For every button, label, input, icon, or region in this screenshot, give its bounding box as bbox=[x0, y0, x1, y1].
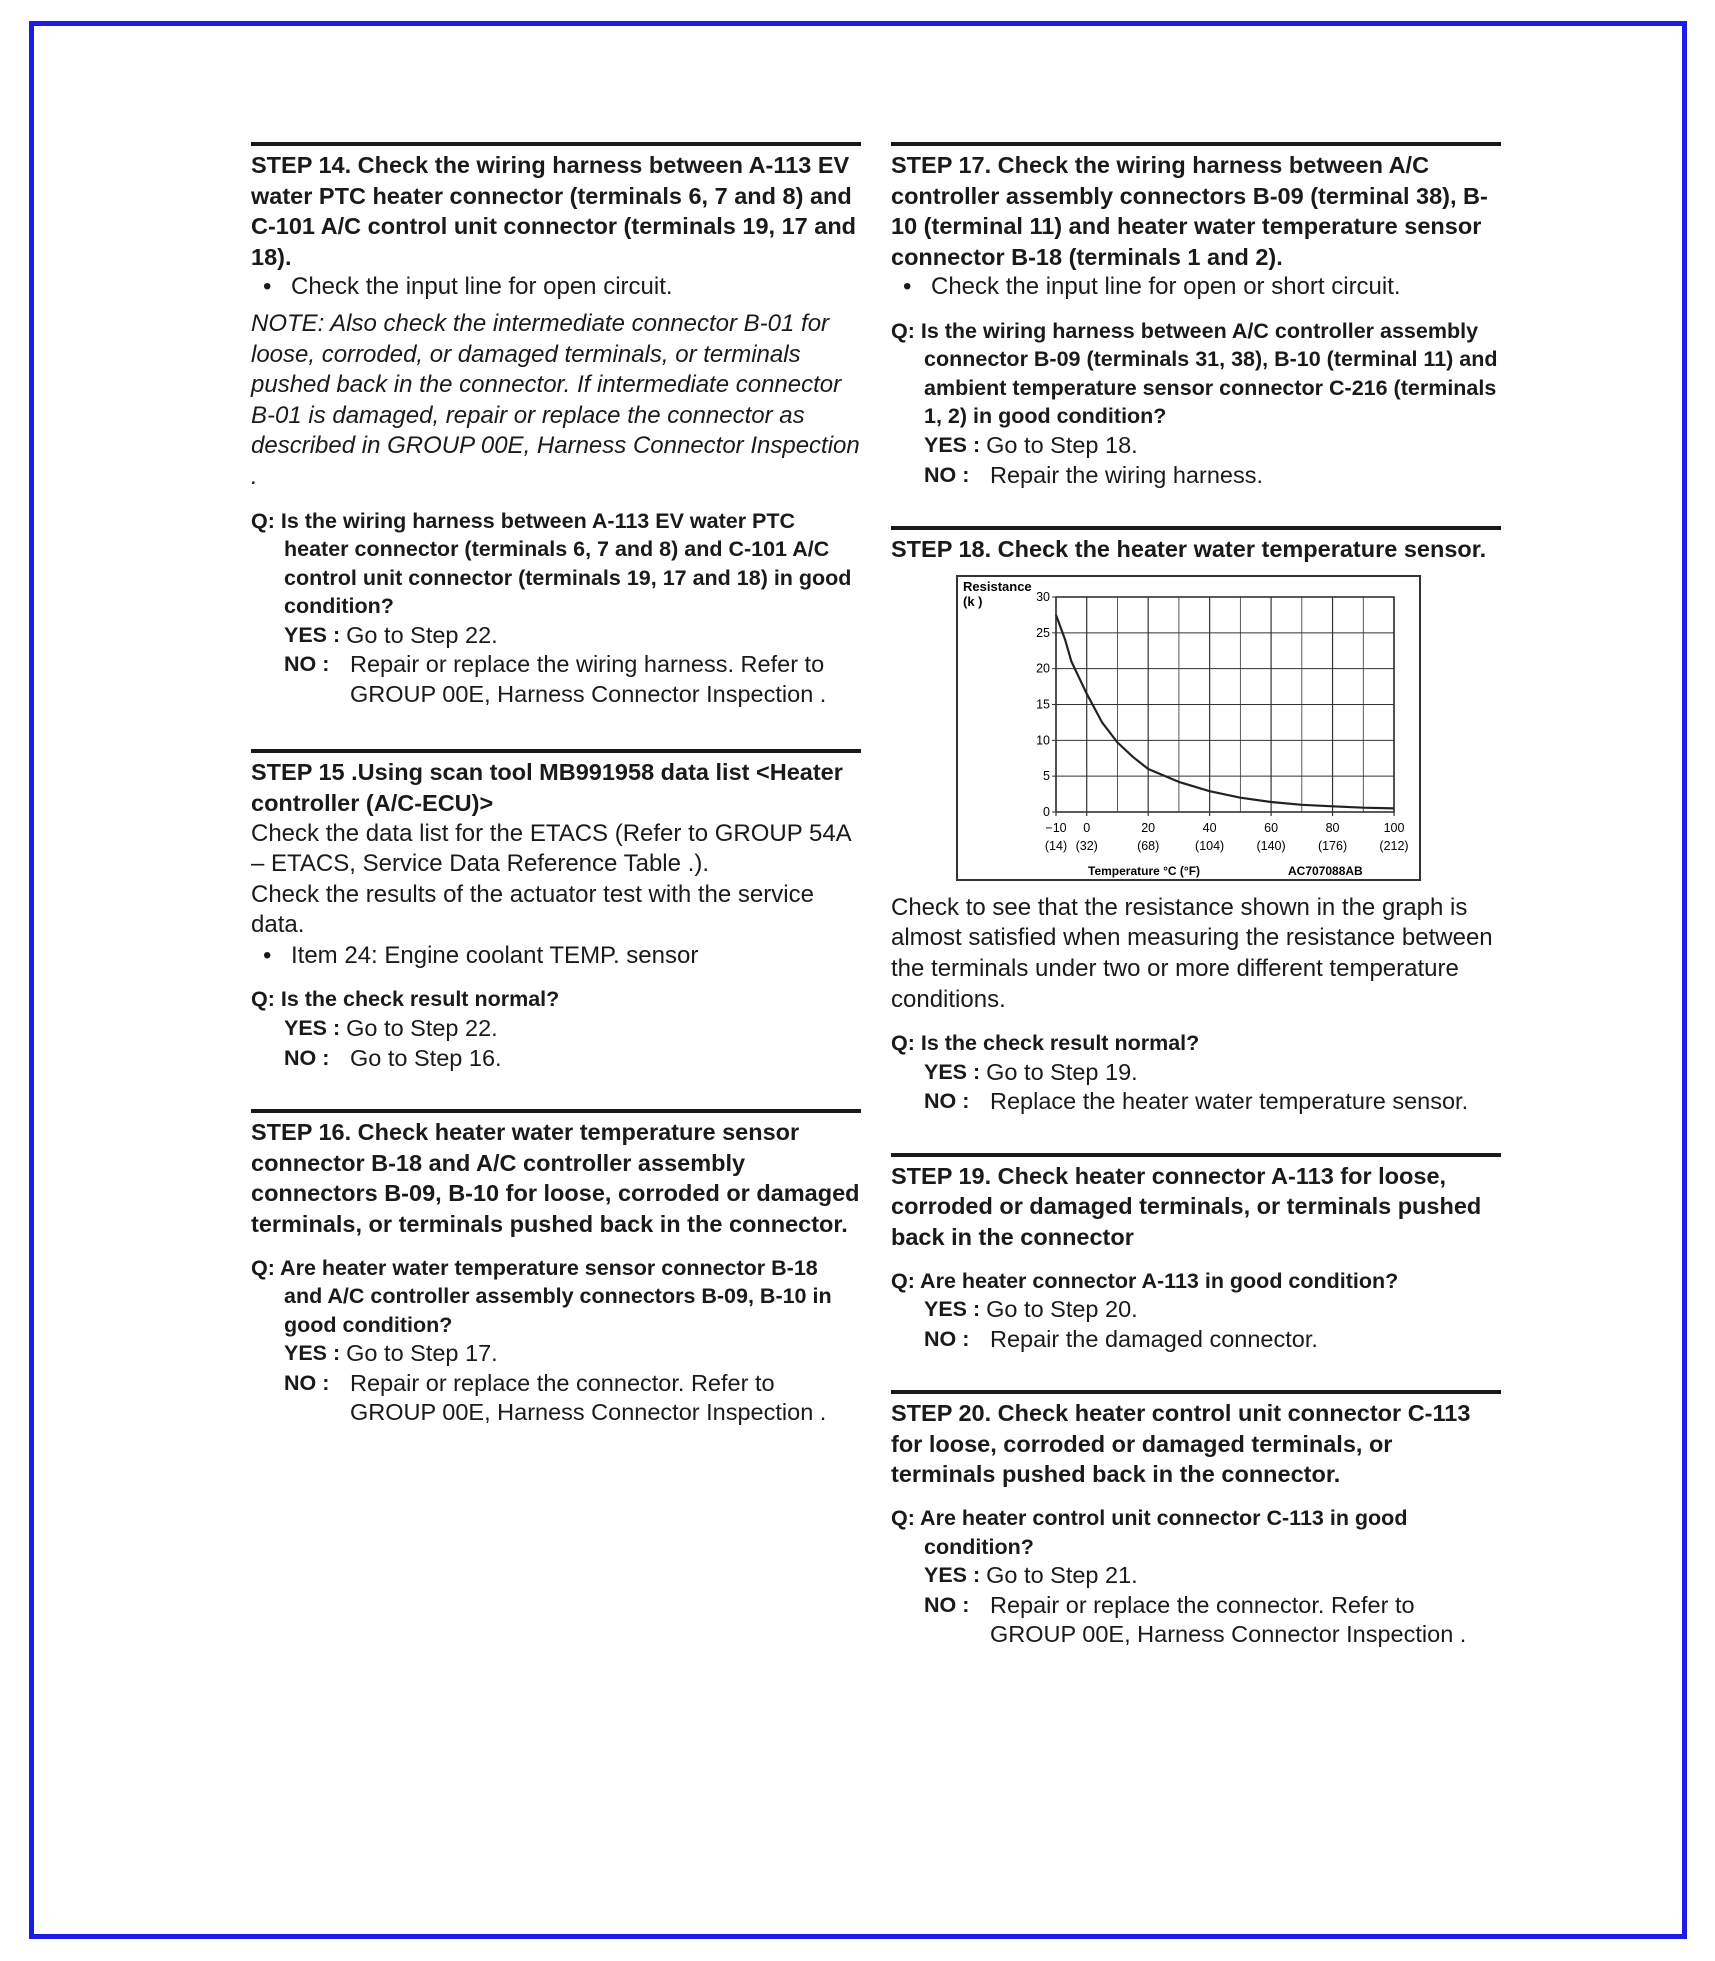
no-label: NO : bbox=[284, 652, 330, 677]
step-18 bbox=[891, 526, 1501, 1117]
no-label: NO : bbox=[284, 1045, 330, 1070]
step-15-para-2: Check the results of the actuator test with the service data. bbox=[251, 880, 814, 939]
step-15-bullet: • Item 24: Engine coolant TEMP. sensor bbox=[251, 941, 861, 972]
step-20-title: STEP 20. Check heater control unit connector C-113 for loose, corroded or damaged terminals, or terminals pushed back in the connector. bbox=[891, 1400, 1471, 1488]
step-14-bullet: • Check the input line for open circuit. bbox=[251, 272, 861, 303]
step-15-title: STEP 15 .Using scan tool MB991958 data list <Heater controller (A/C-ECU)> bbox=[251, 759, 843, 816]
step-18-para: Check to see that the resistance shown in the graph is almost satisfied when measuring the resistance between the terminals under two or more different temperature conditions. bbox=[891, 893, 1493, 1013]
step-14 bbox=[251, 142, 861, 709]
chart-y-tick-label: 20 bbox=[1036, 661, 1050, 676]
step-18-title: STEP 18. Check the heater water temperature sensor. bbox=[891, 536, 1487, 563]
resistance-chart bbox=[956, 575, 1421, 881]
chart-x-tick-label: 100 bbox=[1383, 820, 1405, 835]
no-label: NO : bbox=[924, 1089, 970, 1114]
step-15 bbox=[251, 749, 861, 1073]
yes-label: YES : bbox=[284, 622, 341, 647]
no-text: Repair or replace the wiring harness. Refer to GROUP 00E, Harness Connector Inspection . bbox=[350, 651, 827, 707]
step-16 bbox=[251, 1109, 861, 1428]
no-text: Repair or replace the connector. Refer to GROUP 00E, Harness Connector Inspection . bbox=[350, 1369, 827, 1426]
chart-series-line bbox=[1056, 615, 1394, 809]
step-16-question: Q: Are heater water temperature sensor connector B-18 and A/C controller assembly connectors B-09, B-10 in good condition? bbox=[251, 1255, 832, 1337]
step-14-note: NOTE: Also check the intermediate connector B-01 for loose, corroded, or damaged terminals, or terminals pushed back in the connector. If intermediate connector B-01 is damaged, repair or replace the connector as described in GROUP 00E, Harness Connector Inspection . bbox=[251, 309, 860, 490]
yes-text: Go to Step 21. bbox=[986, 1562, 1138, 1589]
step-14-no bbox=[284, 650, 861, 709]
step-20-qa bbox=[891, 1504, 1501, 1650]
chart-x-tick-label: 60 bbox=[1264, 820, 1279, 835]
step-16-no bbox=[284, 1369, 861, 1428]
chart-x-tick-label: 80 bbox=[1325, 820, 1340, 835]
step-19-question: Q: Are heater connector A-113 in good condition? bbox=[891, 1268, 1399, 1293]
chart-y-tick-label: 30 bbox=[1036, 589, 1050, 604]
yes-label: YES : bbox=[924, 1563, 981, 1588]
step-15-question: Q: Is the check result normal? bbox=[251, 987, 560, 1012]
step-17-bullet: • Check the input line for open or short circuit. bbox=[891, 272, 1501, 303]
resistance-chart-svg bbox=[958, 577, 1419, 879]
left-column bbox=[251, 142, 861, 1428]
yes-label: YES : bbox=[924, 432, 981, 457]
chart-x-tick-label-f: (212) bbox=[1379, 838, 1409, 853]
no-label: NO : bbox=[284, 1370, 330, 1395]
chart-figure-id: AC707088AB bbox=[1288, 863, 1363, 878]
yes-text: Go to Step 17. bbox=[346, 1340, 498, 1367]
chart-y-tick-label: 25 bbox=[1036, 625, 1050, 640]
step-19-title: STEP 19. Check heater connector A-113 for loose, corroded or damaged terminals, or terminals pushed back in the connector bbox=[891, 1162, 1482, 1250]
step-20-question: Q: Are heater control unit connector C-113 in good condition? bbox=[891, 1506, 1408, 1559]
step-17-no bbox=[924, 461, 1501, 491]
yes-label: YES : bbox=[284, 1341, 341, 1366]
step-15-para-1: Check the data list for the ETACS (Refer to GROUP 54A – ETACS, Service Data Reference Table .). bbox=[251, 819, 851, 878]
chart-x-tick-label-f: (32) bbox=[1075, 838, 1098, 853]
step-17 bbox=[891, 142, 1501, 490]
chart-xlabel: Temperature °C (°F) bbox=[1088, 863, 1201, 878]
chart-x-tick-label-f: (176) bbox=[1317, 838, 1348, 853]
step-17-yes bbox=[924, 431, 1501, 461]
step-19-no bbox=[924, 1325, 1501, 1355]
no-text: Repair the damaged connector. bbox=[990, 1325, 1318, 1352]
no-label: NO : bbox=[924, 1326, 970, 1351]
step-19-yes bbox=[924, 1295, 1501, 1325]
step-15-yes bbox=[284, 1014, 861, 1044]
chart-ylabel-1: Resistance bbox=[963, 578, 1032, 594]
step-14-qa bbox=[251, 507, 861, 710]
step-18-yes bbox=[924, 1058, 1501, 1088]
chart-y-tick-label: 5 bbox=[1043, 768, 1050, 783]
step-18-qa bbox=[891, 1029, 1501, 1117]
step-15-qa bbox=[251, 985, 861, 1073]
step-17-qa bbox=[891, 317, 1501, 490]
no-text: Repair or replace the connector. Refer to GROUP 00E, Harness Connector Inspection . bbox=[990, 1591, 1467, 1648]
chart-x-tick-label: 0 bbox=[1083, 820, 1091, 835]
chart-x-tick-label-f: (14) bbox=[1044, 838, 1068, 853]
yes-label: YES : bbox=[924, 1297, 981, 1322]
yes-text: Go to Step 22. bbox=[346, 1014, 498, 1041]
no-text: Repair the wiring harness. bbox=[990, 461, 1263, 488]
step-18-question: Q: Is the check result normal? bbox=[891, 1031, 1200, 1056]
chart-y-tick-label: 10 bbox=[1036, 733, 1050, 748]
step-20 bbox=[891, 1390, 1501, 1650]
step-16-yes bbox=[284, 1339, 861, 1369]
step-14-yes bbox=[284, 621, 861, 651]
step-19-qa bbox=[891, 1267, 1501, 1355]
step-17-question: Q: Is the wiring harness between A/C controller assembly connector B-09 (terminals 31, 38), B-10 (terminal 11) and ambient temperature sensor connector C-216 (terminals 1, 2) in good condition? bbox=[891, 318, 1498, 429]
step-14-title: STEP 14. Check the wiring harness between A-113 EV water PTC heater connector (terminals 6, 7 and 8) and C-101 A/C control unit connector (terminals 19, 17 and 18). bbox=[251, 152, 857, 270]
step-18-no bbox=[924, 1087, 1501, 1117]
yes-label: YES : bbox=[924, 1059, 981, 1084]
yes-label: YES : bbox=[284, 1015, 341, 1040]
step-19 bbox=[891, 1153, 1501, 1354]
yes-text: Go to Step 18. bbox=[986, 431, 1138, 458]
step-16-qa bbox=[251, 1254, 861, 1428]
chart-x-tick-label: 20 bbox=[1141, 820, 1156, 835]
yes-text: Go to Step 20. bbox=[986, 1296, 1138, 1323]
step-16-title: STEP 16. Check heater water temperature sensor connector B-18 and A/C controller assembly connectors B-09, B-10 for loose, corroded or damaged terminals, or terminals pushed back in the connector. bbox=[251, 1119, 860, 1237]
no-text: Go to Step 16. bbox=[350, 1044, 502, 1071]
step-20-no bbox=[924, 1591, 1501, 1650]
chart-ylabel-2: (k ) bbox=[963, 593, 983, 609]
no-label: NO : bbox=[924, 1592, 970, 1617]
chart-x-tick-label-f: (68) bbox=[1137, 838, 1160, 853]
step-15-no bbox=[284, 1044, 861, 1074]
right-column bbox=[891, 142, 1501, 1650]
chart-x-tick-label: −10 bbox=[1045, 820, 1067, 835]
chart-y-tick-label: 15 bbox=[1036, 697, 1050, 712]
step-17-title: STEP 17. Check the wiring harness between A/C controller assembly connectors B-09 (terminal 38), B-10 (terminal 11) and heater water temperature sensor connector B-18 (terminals 1 and 2). bbox=[891, 152, 1488, 270]
chart-x-tick-label-f: (104) bbox=[1195, 838, 1225, 853]
yes-text: Go to Step 19. bbox=[986, 1058, 1138, 1085]
step-14-question: Q: Is the wiring harness between A-113 EV water PTC heater connector (terminals 6, 7 and 8) and C-101 A/C control unit connector (terminals 19, 17 and 18) in good condition? bbox=[251, 508, 852, 619]
no-label: NO : bbox=[924, 462, 970, 487]
chart-x-tick-label: 40 bbox=[1202, 820, 1217, 835]
yes-text: Go to Step 22. bbox=[346, 621, 498, 648]
chart-y-tick-label: 0 bbox=[1043, 804, 1050, 819]
step-20-yes bbox=[924, 1561, 1501, 1591]
no-text: Replace the heater water temperature sensor. bbox=[990, 1088, 1469, 1115]
chart-x-tick-label-f: (140) bbox=[1256, 838, 1286, 853]
